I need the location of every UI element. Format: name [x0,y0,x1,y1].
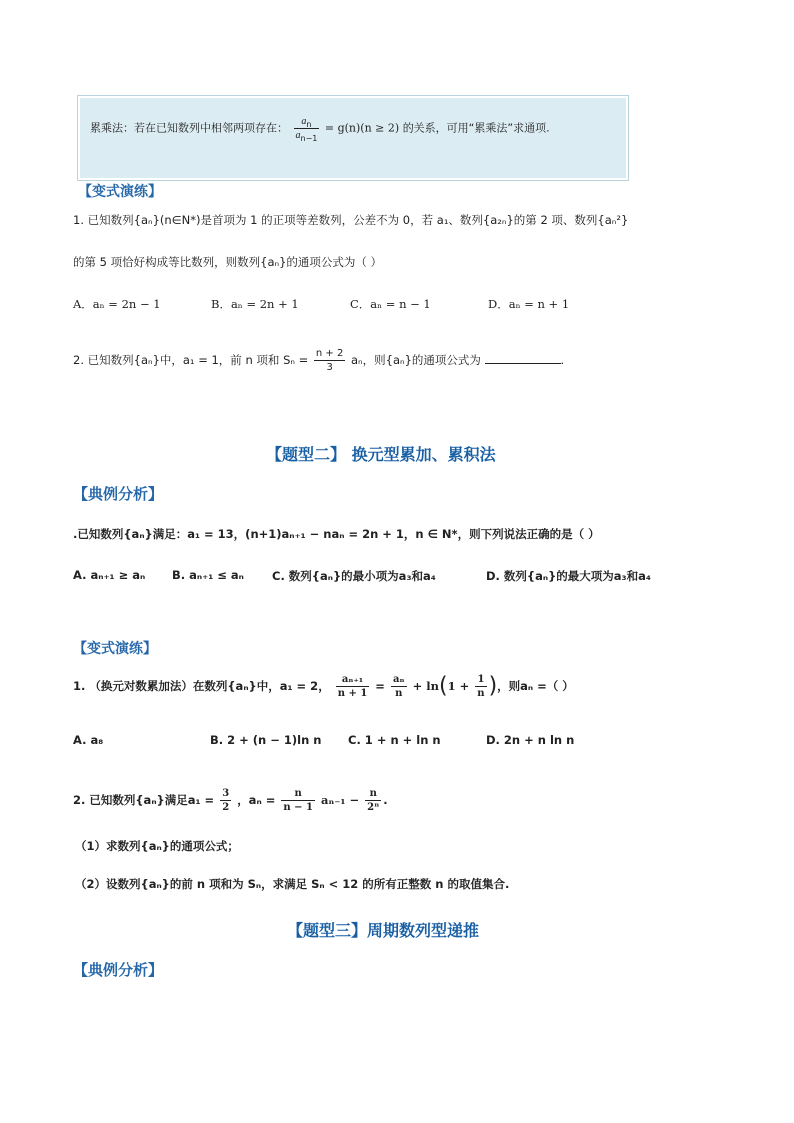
v2-frac2-num: n [281,787,315,801]
v2-mid: ，aₙ = [237,793,276,807]
v2-frac3 [365,787,381,814]
q2-end: . [560,353,565,367]
method-formula-tail: = g(n)(n ≥ 2) [324,121,400,135]
v2-frac2 [281,787,315,814]
v1-option-d[interactable]: D. 2n + n ln n [486,733,575,747]
v2-frac3-num: n [365,787,381,801]
example-tag-2: 【典例分析】 [73,961,164,979]
v1-frac3 [475,673,486,700]
example-question: .已知数列{aₙ}满足：a₁ = 13，(n+1)aₙ₊₁ − naₙ = 2n + 1，n ∈ N*，则下列说法正确的是（ ） [73,527,600,541]
q1-option-d[interactable]: D．aₙ = n + 1 [488,297,570,311]
q2-line [73,347,564,374]
method-prefix: 累乘法：若在已知数列中相邻两项存在： [90,121,288,135]
v1-frac1 [336,673,370,700]
example-option-b[interactable]: B. aₙ₊₁ ≤ aₙ [172,568,244,582]
section2-title: 【题型二】 换元型累加、累积法 [266,445,496,464]
v1-frac2-num: aₙ [392,674,405,685]
v1-ln: + ln [412,679,440,693]
v2-frac1 [220,787,231,814]
variant-tag-1: 【变式演练】 [78,184,162,200]
v1-option-c[interactable]: C. 1 + n + ln n [348,733,441,747]
v2-mid2: aₙ₋₁ − [320,793,360,807]
v1-inner: 1 + [447,679,470,693]
variant-tag-2: 【变式演练】 [73,641,157,657]
example-tag-1: 【典例分析】 [73,485,164,503]
v1-option-b[interactable]: B. 2 + (n − 1)ln n [210,733,322,747]
v2-sub1: （1）求数列{aₙ}的通项公式； [75,839,239,853]
example-option-d[interactable]: D. 数列{aₙ}的最大项为a₃和a₄ [486,569,651,583]
v1-frac1-den: n + 1 [337,688,368,699]
method-fraction [294,115,320,142]
v2-frac1-den: 2 [222,802,230,813]
q1-option-b[interactable]: B．aₙ = 2n + 1 [211,297,299,311]
method-frac-den: a [295,130,301,141]
v1-close-paren: ) [488,673,498,699]
v1-eq: = [375,679,385,693]
method-box-text [90,115,550,142]
v2-frac2-den: n − 1 [283,802,313,813]
method-suffix: 的关系，可用“累乘法”求通项. [402,121,550,135]
v1-frac2-den: n [395,688,403,699]
v1-frac3-den: n [477,688,485,699]
example-option-c[interactable]: C. 数列{aₙ}的最小项为a₃和a₄ [272,569,436,583]
v1-frac1-num: aₙ₊₁ [336,673,370,687]
v1-line [73,673,574,700]
v2-prefix: 2. 已知数列{aₙ}满足a₁ = [73,793,215,807]
q2-answer-blank[interactable] [485,351,561,364]
q1-line1: 1. 已知数列{aₙ}(n∈N*)是首项为 1 的正项等差数列，公差不为 0，若 a₁、数列{a₂ₙ}的第 2 项、数列{aₙ²} [73,213,629,227]
q2-frac-den: 3 [326,362,333,373]
q2-prefix: 2. 已知数列{aₙ}中，a₁ = 1，前 n 项和 Sₙ = [73,353,309,367]
v1-frac2 [391,673,407,700]
q2-frac-num: n + 2 [315,348,344,359]
v1-suffix: ，则aₙ =（ ） [497,679,574,693]
method-box [78,96,628,180]
v2-frac1-num: 3 [222,788,230,799]
q2-fraction [314,347,345,374]
method-frac-num: a [301,116,307,127]
q1-line2: 的第 5 项恰好构成等比数列，则数列{aₙ}的通项公式为（ ） [73,255,383,269]
v1-option-a[interactable]: A. a₈ [73,733,104,747]
v1-frac3-num: 1 [475,673,486,687]
v2-end: . [383,793,388,807]
section3-title: 【题型三】周期数列型递推 [287,921,480,940]
q1-option-c[interactable]: C．aₙ = n − 1 [350,297,431,311]
v1-open-paren: ( [439,673,448,699]
q1-option-a[interactable]: A．aₙ = 2n − 1 [73,297,161,311]
v2-frac3-den: 2ⁿ [367,802,380,813]
example-option-a[interactable]: A. aₙ₊₁ ≥ aₙ [73,568,146,582]
v1-prefix: 1. （换元对数累加法）在数列{aₙ}中，a₁ = 2， [73,679,330,693]
method-frac-num-sub: n [306,120,312,129]
q2-after-frac: aₙ，则{aₙ}的通项公式为 [351,353,481,367]
method-frac-den-sub: n−1 [300,134,318,143]
v2-line [73,787,388,814]
v2-sub2: （2）设数列{aₙ}的前 n 项和为 Sₙ，求满足 Sₙ < 12 的所有正整数 n 的取值集合. [75,877,510,891]
